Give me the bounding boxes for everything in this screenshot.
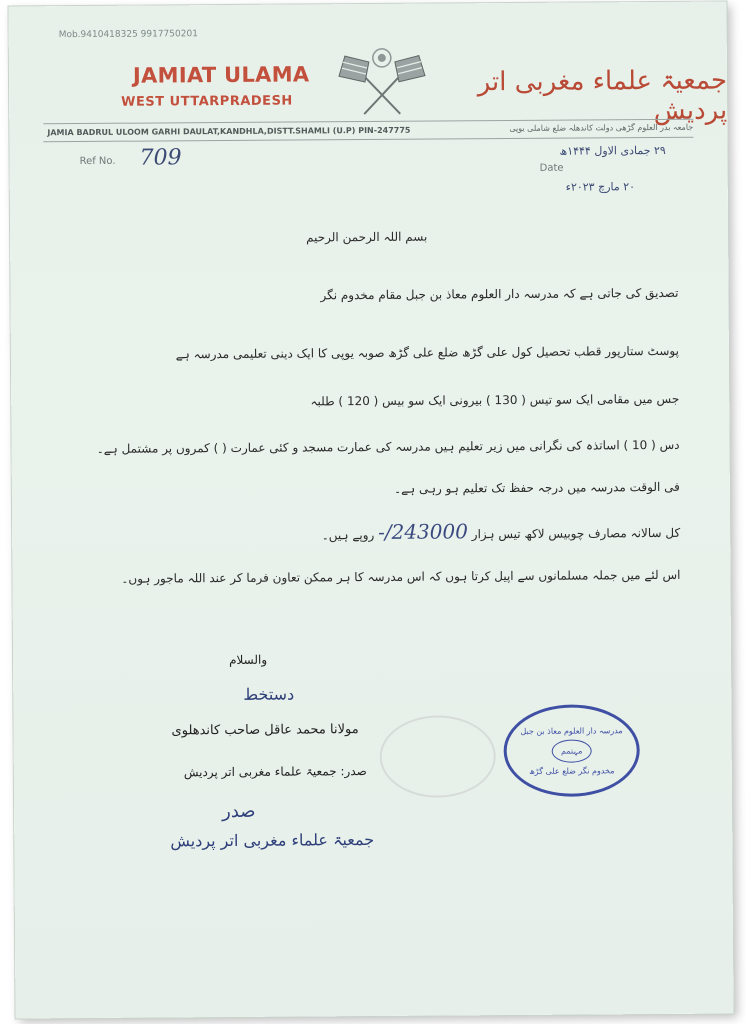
faded-stamp <box>379 715 496 798</box>
rupees-text: روپے ہیں۔ <box>321 527 375 543</box>
org-name-urdu: جمعیۃ علماء مغربی اتر پردیش <box>477 65 728 127</box>
date-gregorian: ۲۰ مارچ ۲۰۲۳ء <box>565 180 636 194</box>
signatory-name: مولانا محمد عاقل صاحب کاندھلوی <box>171 722 359 739</box>
stamp-bottom-text: مخدوم نگر ضلع علی گڑھ <box>529 765 615 776</box>
ref-label: Ref No. <box>79 155 116 168</box>
mobile-numbers: Mob.9410418325 9917750201 <box>58 29 198 41</box>
body-line-3: جس میں مقامی ایک سو تیس ( 130 ) بیرونی ایک سو بیس ( 120 ) طلبہ <box>310 391 680 409</box>
date-label: Date <box>539 162 564 174</box>
address-urdu: جامعہ بدر العلوم گڑھی دولت کاندھلہ ضلع شاملی یوپی <box>509 122 694 134</box>
letter-paper <box>8 2 733 1019</box>
org-region-english: WEST UTTARPRADESH <box>121 93 293 110</box>
crossed-flags-emblem-icon <box>325 46 439 117</box>
date-hijri: ۲۹ جمادی الاول ۱۴۴۴ھ <box>559 143 666 158</box>
signatory-title: صدر: جمعیۃ علماء مغربی اتر پردیش <box>183 764 367 780</box>
body-line-7: اس لئے میں جملہ مسلمانوں سے اپیل کرتا ہوں کہ اس مدرسہ کا ہر ممکن تعاون فرما کر عند اللہ ماجور ہوں۔ <box>121 567 681 586</box>
madrasa-stamp <box>503 704 640 797</box>
body-line-6 <box>40 518 680 546</box>
ref-number: 709 <box>139 145 182 171</box>
total-expense-text: کل سالانہ مصارف چوبیس لاکھ تیس ہزار <box>471 525 681 542</box>
body-line-2: پوسٹ ستارپور قطب تحصیل کول علی گڑھ ضلع علی گڑھ صوبہ یوپی کا ایک دینی تعلیمی مدرسہ ہے <box>175 343 679 362</box>
body-line-5: فی الوقت مدرسہ میں درجہ حفظ تک تعلیم ہو رہی ہے۔ <box>394 479 680 496</box>
header-rule-bottom <box>43 137 693 143</box>
signature: دستخط <box>243 684 295 704</box>
org-name-english: JAMIAT ULAMA <box>132 62 310 88</box>
stamp-center: مہتمم <box>552 739 592 762</box>
address-english: JAMIA BADRUL ULOOM GARHI DAULAT,KANDHLA,DISTT.SHAMLI (U.P) PIN-247775 <box>47 125 411 138</box>
body-line-1: تصدیق کی جاتی ہے کہ مدرسہ دار العلوم معاذ بن جبل مقام مخدوم نگر <box>320 285 679 303</box>
bismillah: بسم اللہ الرحمن الرحیم <box>306 229 428 245</box>
handwritten-title: صدر <box>222 800 256 823</box>
body-line-4: دس ( 10 ) اساتذہ کی نگرانی میں زیر تعلیم ہیں مدرسہ کی عمارت مسجد و کئی عمارت ( ) کمروں پر مشتمل ہے۔ <box>96 437 680 456</box>
handwritten-org: جمعیۃ علماء مغربی اتر پردیش <box>170 829 375 851</box>
salutation: والسلام <box>228 652 268 667</box>
amount-value: 243000/- <box>377 519 469 544</box>
stamp-outer-text: مدرسہ دار العلوم معاذ بن جبل <box>520 725 623 736</box>
